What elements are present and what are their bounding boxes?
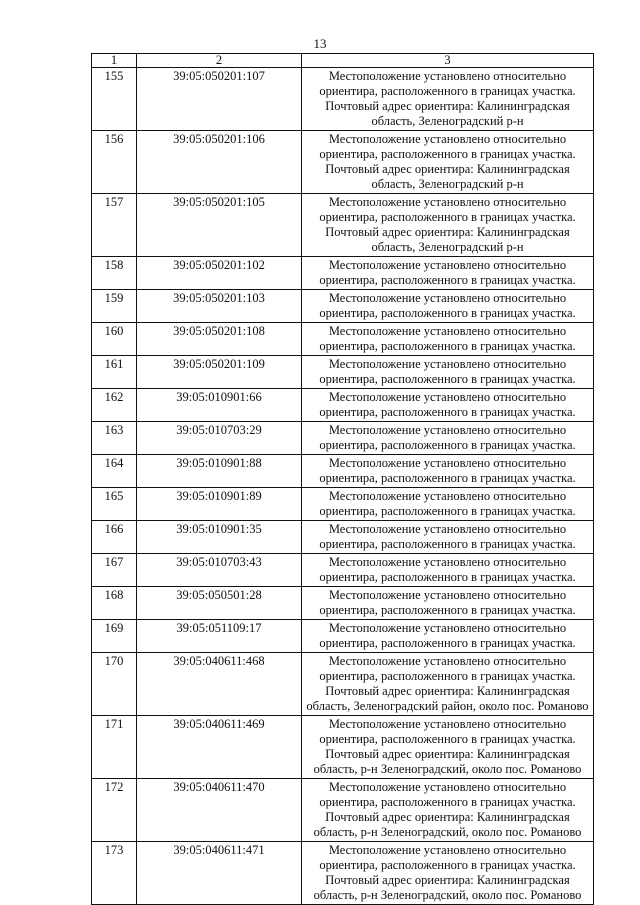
description-line: ориентира, расположенного в границах участка. (319, 732, 576, 746)
description-line: область, р-н Зеленоградский, около пос. Романово (313, 825, 582, 839)
location-description-cell (302, 455, 594, 488)
cadastral-number-cell: 39:05:051109:17 (137, 620, 302, 653)
cadastral-number-cell: 39:05:050201:106 (137, 131, 302, 194)
cadastral-number-cell: 39:05:010901:35 (137, 521, 302, 554)
description-line: ориентира, расположенного в границах участка. (319, 603, 576, 617)
cadastral-number-cell: 39:05:050201:105 (137, 194, 302, 257)
table-row (92, 653, 594, 716)
location-description-cell (302, 389, 594, 422)
description-line: Почтовый адрес ориентира: Калининградская (325, 747, 570, 761)
description-line: ориентира, расположенного в границах участка. (319, 636, 576, 650)
description-line: Почтовый адрес ориентира: Калининградская (325, 99, 570, 113)
row-number-cell: 162 (92, 389, 137, 422)
description-line: Местоположение установлено относительно (328, 195, 567, 209)
row-number-cell: 161 (92, 356, 137, 389)
location-description-cell (302, 554, 594, 587)
cadastral-number-cell: 39:05:010703:29 (137, 422, 302, 455)
row-number-cell: 157 (92, 194, 137, 257)
cadastral-number-cell: 39:05:010901:66 (137, 389, 302, 422)
row-number-cell: 166 (92, 521, 137, 554)
table-row (92, 68, 594, 131)
location-description-cell (302, 290, 594, 323)
row-number-cell: 172 (92, 779, 137, 842)
table-row (92, 587, 594, 620)
location-description-cell (302, 422, 594, 455)
cadastral-number-cell: 39:05:010901:89 (137, 488, 302, 521)
row-number-cell: 165 (92, 488, 137, 521)
description-line: ориентира, расположенного в границах участка. (319, 669, 576, 683)
description-line: область, Зеленоградский р-н (371, 177, 524, 191)
description-line: область, Зеленоградский р-н (371, 114, 524, 128)
location-description-cell (302, 194, 594, 257)
row-number-cell: 167 (92, 554, 137, 587)
description-line: Местоположение установлено относительно (328, 291, 567, 305)
table-row (92, 488, 594, 521)
description-line: ориентира, расположенного в границах участка. (319, 795, 576, 809)
row-number-cell: 164 (92, 455, 137, 488)
table-row (92, 257, 594, 290)
table-row (92, 194, 594, 257)
description-line: Местоположение установлено относительно (328, 522, 567, 536)
row-number-cell: 159 (92, 290, 137, 323)
description-line: ориентира, расположенного в границах участка. (319, 405, 576, 419)
description-line: Местоположение установлено относительно (328, 357, 567, 371)
description-line: ориентира, расположенного в границах участка. (319, 339, 576, 353)
row-number-cell: 169 (92, 620, 137, 653)
location-description-cell (302, 587, 594, 620)
location-description-cell (302, 356, 594, 389)
cadastral-number-cell: 39:05:050201:102 (137, 257, 302, 290)
description-line: Местоположение установлено относительно (328, 489, 567, 503)
table-row (92, 521, 594, 554)
row-number-cell: 170 (92, 653, 137, 716)
row-number-cell: 160 (92, 323, 137, 356)
row-number-cell: 173 (92, 842, 137, 905)
table-row (92, 554, 594, 587)
table-row (92, 131, 594, 194)
description-line: область, Зеленоградский р-н (371, 240, 524, 254)
table-row (92, 323, 594, 356)
cadastral-number-cell: 39:05:040611:469 (137, 716, 302, 779)
description-line: Местоположение установлено относительно (328, 717, 567, 731)
description-line: Местоположение установлено относительно (328, 654, 567, 668)
cadastral-number-cell: 39:05:050201:103 (137, 290, 302, 323)
land-plots-table (91, 53, 594, 905)
column-header-1: 1 (92, 54, 137, 68)
description-line: ориентира, расположенного в границах участка. (319, 471, 576, 485)
table-row (92, 422, 594, 455)
description-line: Почтовый адрес ориентира: Калининградская (325, 684, 570, 698)
description-line: ориентира, расположенного в границах участка. (319, 147, 576, 161)
row-number-cell: 156 (92, 131, 137, 194)
table-header-row (92, 54, 594, 68)
description-line: ориентира, расположенного в границах участка. (319, 858, 576, 872)
description-line: ориентира, расположенного в границах участка. (319, 372, 576, 386)
cadastral-number-cell: 39:05:050201:107 (137, 68, 302, 131)
description-line: Местоположение установлено относительно (328, 258, 567, 272)
location-description-cell (302, 620, 594, 653)
column-header-2: 2 (137, 54, 302, 68)
description-line: Местоположение установлено относительно (328, 390, 567, 404)
cadastral-number-cell: 39:05:050201:109 (137, 356, 302, 389)
cadastral-number-cell: 39:05:040611:470 (137, 779, 302, 842)
row-number-cell: 158 (92, 257, 137, 290)
description-line: ориентира, расположенного в границах участка. (319, 273, 576, 287)
location-description-cell (302, 779, 594, 842)
description-line: Почтовый адрес ориентира: Калининградская (325, 162, 570, 176)
description-line: ориентира, расположенного в границах участка. (319, 537, 576, 551)
cadastral-number-cell: 39:05:050201:108 (137, 323, 302, 356)
table-row (92, 620, 594, 653)
description-line: Местоположение установлено относительно (328, 69, 567, 83)
location-description-cell (302, 716, 594, 779)
table-row (92, 455, 594, 488)
description-line: Почтовый адрес ориентира: Калининградская (325, 225, 570, 239)
description-line: ориентира, расположенного в границах участка. (319, 504, 576, 518)
description-line: ориентира, расположенного в границах участка. (319, 306, 576, 320)
column-header-3: 3 (302, 54, 594, 68)
description-line: ориентира, расположенного в границах участка. (319, 84, 576, 98)
cadastral-number-cell: 39:05:050501:28 (137, 587, 302, 620)
location-description-cell (302, 842, 594, 905)
location-description-cell (302, 131, 594, 194)
description-line: Местоположение установлено относительно (328, 324, 567, 338)
page-number: 13 (313, 36, 327, 51)
row-number-cell: 163 (92, 422, 137, 455)
location-description-cell (302, 323, 594, 356)
location-description-cell (302, 68, 594, 131)
location-description-cell (302, 521, 594, 554)
description-line: Почтовый адрес ориентира: Калининградская (325, 810, 570, 824)
description-line: Местоположение установлено относительно (328, 456, 567, 470)
description-line: Местоположение установлено относительно (328, 423, 567, 437)
location-description-cell (302, 488, 594, 521)
description-line: Местоположение установлено относительно (328, 132, 567, 146)
description-line: Местоположение установлено относительно (328, 780, 567, 794)
cadastral-number-cell: 39:05:040611:468 (137, 653, 302, 716)
description-line: ориентира, расположенного в границах участка. (319, 438, 576, 452)
table-row (92, 842, 594, 905)
description-line: область, р-н Зеленоградский, около пос. Романово (313, 762, 582, 776)
row-number-cell: 155 (92, 68, 137, 131)
table-row (92, 356, 594, 389)
description-line: Местоположение установлено относительно (328, 588, 567, 602)
location-description-cell (302, 653, 594, 716)
cadastral-number-cell: 39:05:040611:471 (137, 842, 302, 905)
description-line: ориентира, расположенного в границах участка. (319, 570, 576, 584)
description-line: Местоположение установлено относительно (328, 843, 567, 857)
location-description-cell (302, 257, 594, 290)
table-row (92, 779, 594, 842)
description-line: область, Зеленоградский район, около пос. Романово (306, 699, 589, 713)
description-line: Почтовый адрес ориентира: Калининградская (325, 873, 570, 887)
table-row (92, 290, 594, 323)
row-number-cell: 171 (92, 716, 137, 779)
table-row (92, 716, 594, 779)
table-row (92, 389, 594, 422)
description-line: Местоположение установлено относительно (328, 555, 567, 569)
row-number-cell: 168 (92, 587, 137, 620)
description-line: ориентира, расположенного в границах участка. (319, 210, 576, 224)
cadastral-number-cell: 39:05:010901:88 (137, 455, 302, 488)
description-line: Местоположение установлено относительно (328, 621, 567, 635)
description-line: область, р-н Зеленоградский, около пос. Романово (313, 888, 582, 902)
cadastral-number-cell: 39:05:010703:43 (137, 554, 302, 587)
